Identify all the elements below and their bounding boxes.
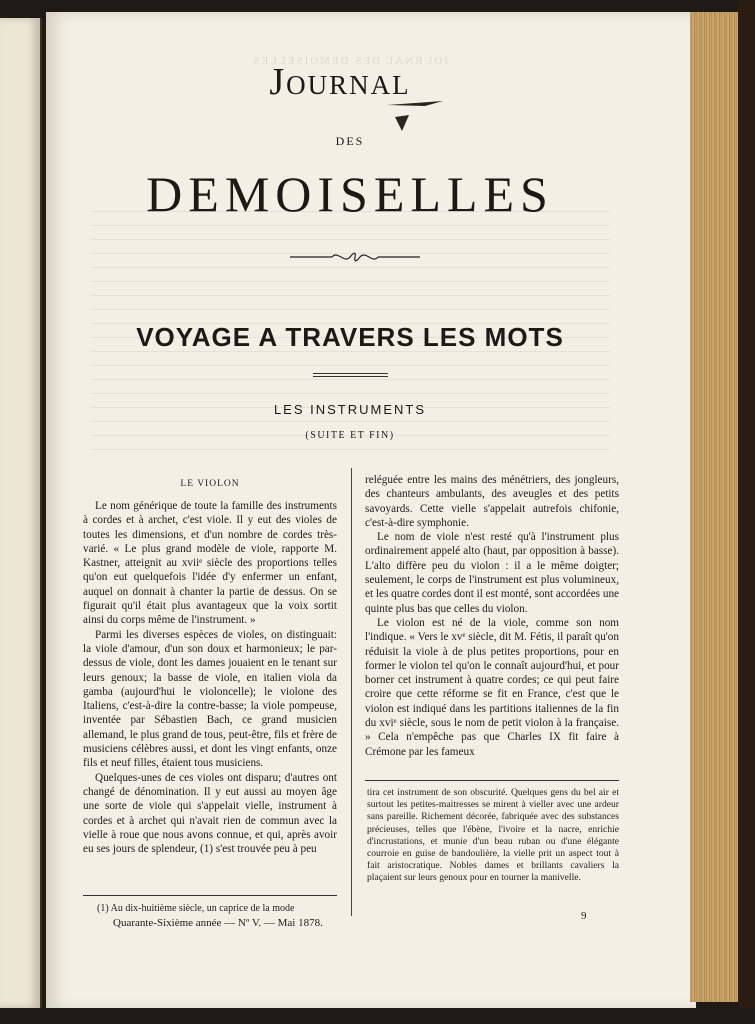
scan-bottom-border	[0, 1008, 755, 1024]
footnote-1: (1) Au dix-huitième siècle, un caprice de la mode	[97, 903, 295, 914]
paragraph: Quelques-unes de ces violes ont disparu; d'autres ont changé de dénomination. Il y eut aussi au moyen âge une sorte de viole qui s'appelait vielle, instrument à cordes et à archet qui n'avait rien de commun avec la vielle à roue que nous avons connue, et qui, après avoir eu ses jours de splendeur, (1) s'est trouvée peu à peu	[83, 771, 337, 856]
paragraph: Le violon est né de la viole, comme son nom l'indique. « Vers le xvᵉ siècle, dit M. Fétis, il paraît qu'on réduisit la viole à de plus petites proportions, pour en former le violon tel qu'on le connaît aujourd'hui, et pour borner cet instrument à quatre cordes; ce qui peut faire croire que cette réforme se fit en France, c'est que le violon est indiqué dans les partitions italiennes de la fin du xviᵉ siècle, sous le nom de petit violon à la française. » Cela n'empêche pas que Charles IX fit faire à Crémone par les fameux	[365, 616, 619, 758]
ornamental-flourish	[290, 250, 420, 264]
section-title: LES INSTRUMENTS	[273, 402, 427, 417]
paragraph: Le nom générique de toute la famille des instruments à cordes et à archet, c'est viole. Il y eut des violes de toutes les dimensions, et d'un nombre de cordes très-varié. « Le plus grand modèle de viole, rapporte M. Kastner, atteignit au xviiᵉ siècle des proportions telles qu'on eut quelquefois l'idée d'y enfermer un enfant, auquel on donnait à chanter la partie de dessus. On se figurait qu'il était plus avantageux que la voix sortit ainsi du corps même de l'instrument. »	[83, 500, 337, 627]
footnote-rule-left	[83, 895, 337, 896]
journal-initial: J	[269, 61, 287, 103]
paragraph: Parmi les diverses espèces de violes, on distinguait: la viole d'amour, d'un son doux et harmonieux; le par-dessus de viole, dont les dames jouaient en le tenant sur leurs genoux; la basse de viole, en italien viola da gamba (aujourd'hui le violoncelle); le violone des Italiens, c'est-à-dire la contre-basse; la viole pompeuse, inventée par Sébastien Bach, ce grand musicien allemand, le plus grand de tous, peut-être, fils et frère de musiciens célèbres aussi, et dont les vingt enfants, onze fils et neuf filles, étaient tous musiciens.	[83, 628, 337, 770]
scan-top-border	[0, 0, 755, 12]
text-column-right	[365, 473, 619, 759]
footnote-continuation	[367, 787, 619, 885]
title-rule	[313, 373, 388, 377]
page-number: 9	[581, 910, 587, 922]
footnote-text: tira cet instrument de son obscurité. Quelques gens du bel air et surtout les petites-maitresses se mirent à vieller avec une ardeur sans pareille. Richement décorée, fabriquée avec des substances précieuses, telles que l'ébène, l'ivoire et la nacre, enrichie d'incrustations, et munie d'un beau ruban ou d'une élégante courroie en guise de bandoulière, la vielle prit un aspect tout à fait aristocratique. Nobles dames et brillants cavaliers la plaçaient sur leurs genoux pour en tourner la manivelle.	[367, 787, 619, 884]
column-separator	[351, 468, 352, 916]
book-page-edges	[690, 12, 741, 1002]
issue-footer: Quarante-Sixième année — Nº V. — Mai 1878.	[113, 917, 323, 929]
masthead-title: DEMOISELLES	[146, 166, 554, 222]
bleed-through-text: JOURNAL DES DEMOISELLES	[251, 55, 449, 67]
article-title: VOYAGE A TRAVERS LES MOTS	[136, 322, 564, 352]
section-subtitle: (SUITE ET FIN)	[305, 430, 395, 441]
paragraph: Le nom de viole n'est resté qu'à l'instrument plus ordinairement appelé alto (haut, par opposition à basse). L'alto diffère peu du violon : il a le même doigter; seulement, le corps de l'instrument est plus volumineux, et les quatre cordes dont il est monté, sont accordées une quinte plus bas que celles du violon.	[365, 531, 619, 615]
journal-rest: OURNAL	[286, 70, 411, 100]
scan-right-border	[738, 0, 755, 1024]
paragraph: reléguée entre les mains des ménétriers, des jongleurs, des chanteurs ambulants, des aveugles et des petits savoyards. Cette vielle s'appelait autrefois chifonie, c'est-à-dire symphonie.	[365, 474, 619, 529]
footnote-rule-right	[365, 780, 619, 781]
text-column-left	[83, 499, 337, 856]
ink-blot-mark	[385, 95, 445, 135]
facing-page-edge	[0, 18, 42, 1008]
masthead-des: DES	[335, 134, 365, 148]
subheading-le-violon: LE VIOLON	[180, 479, 240, 489]
